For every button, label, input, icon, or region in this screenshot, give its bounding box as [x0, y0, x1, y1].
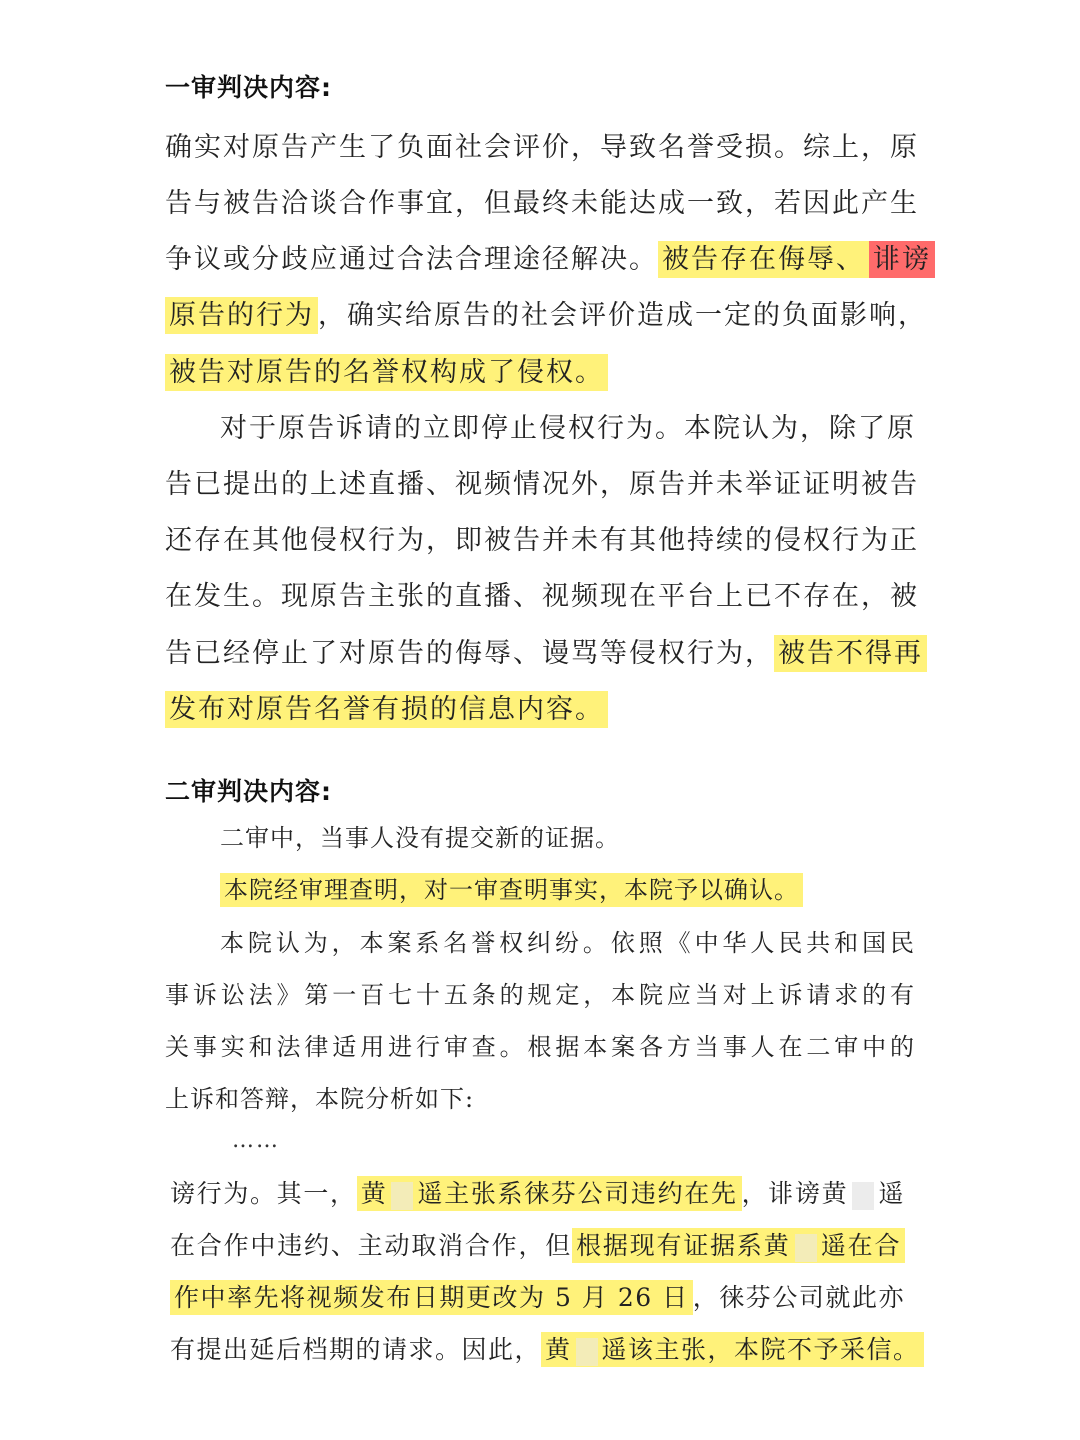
text-line: 事诉讼法》第一百七十五条的规定，本院应当对上诉请求的有 [165, 981, 915, 1009]
text-segment: 谤行为。其一， [170, 1179, 357, 1208]
redaction-block [391, 1182, 413, 1210]
text-segment: 黄 [360, 1179, 388, 1208]
text-line [170, 1280, 905, 1316]
heading-first-instance: 一审判决内容: [165, 73, 332, 102]
highlight-yellow: 作中率先将视频发布日期更改为 5 月 26 日 [170, 1280, 693, 1315]
text-line [170, 1332, 920, 1368]
redaction-block [576, 1338, 598, 1366]
text-segment: 根据现有证据系黄 [576, 1231, 791, 1260]
text-segment: 争议或分歧应通过合法合理途径解决。 [165, 244, 658, 275]
highlight-yellow [541, 1332, 924, 1367]
text-line: 上诉和答辩，本院分析如下: [165, 1085, 475, 1113]
text-segment: 有提出延后档期的请求。因此， [170, 1335, 542, 1364]
text-line: 确实对原告产生了负面社会评价，导致名誉受损。综上，原 [165, 132, 919, 163]
highlight-yellow [357, 1176, 742, 1211]
highlight-red: 诽谤 [869, 241, 935, 278]
text-segment: 黄 [545, 1335, 572, 1364]
text-line: 告与被告洽谈合作事宜，但最终未能达成一致，若因此产生 [165, 188, 919, 219]
text-line: 告已提出的上述直播、视频情况外，原告并未举证证明被告 [165, 469, 919, 500]
text-segment: ，徕芬公司就此亦 [692, 1283, 905, 1312]
highlight-yellow: 原告的行为 [165, 297, 318, 334]
ellipsis: …… [232, 1128, 280, 1153]
highlight-yellow: 被告不得再 [774, 635, 927, 672]
text-segment: 告已经停止了对原告的侮辱、谩骂等侵权行为， [165, 638, 774, 669]
text-line [165, 242, 931, 278]
text-line: 还存在其他侵权行为，即被告并未有其他持续的侵权行为正 [165, 525, 919, 556]
text-segment: 遥主张系徕芬公司违约在先 [417, 1179, 738, 1208]
highlight-yellow: 本院经审理查明，对一审查明事实，本院予以确认。 [220, 873, 803, 907]
redaction-block [852, 1182, 874, 1210]
highlight-yellow: 发布对原告名誉有损的信息内容。 [165, 691, 608, 728]
text-line: 关事实和法律适用进行审查。根据本案各方当事人在二审中的 [165, 1033, 915, 1061]
highlight-yellow: 被告存在侮辱、 [658, 241, 869, 278]
text-segment: 在合作中违约、主动取消合作，但 [170, 1231, 573, 1260]
text-line: 对于原告诉请的立即停止侵权行为。本院认为，除了原 [220, 413, 916, 444]
text-segment: ，诽谤黄 [741, 1179, 849, 1208]
text-line: 二审中，当事人没有提交新的证据。 [220, 824, 620, 852]
text-segment: ，确实给原告的社会评价造成一定的负面影响， [318, 300, 927, 331]
text-line [165, 872, 915, 908]
text-line [165, 355, 915, 391]
text-line: 本院认为，本案系名誉权纠纷。依照《中华人民共和国民 [220, 929, 915, 957]
text-line: 在发生。现原告主张的直播、视频现在平台上已不存在，被 [165, 581, 919, 612]
highlight-yellow: 被告对原告的名誉权构成了侵权。 [165, 354, 608, 391]
text-segment: 遥该主张，本院不予采信。 [601, 1335, 920, 1364]
text-line [170, 1228, 905, 1264]
text-line [165, 298, 927, 334]
text-segment: 遥在合 [820, 1231, 901, 1260]
heading-second-instance: 二审判决内容: [165, 777, 332, 806]
text-line [165, 636, 923, 672]
redaction-block [795, 1234, 817, 1262]
text-segment: 遥 [878, 1179, 905, 1208]
text-line [165, 692, 915, 728]
text-line [170, 1176, 905, 1212]
highlight-yellow [572, 1228, 905, 1263]
